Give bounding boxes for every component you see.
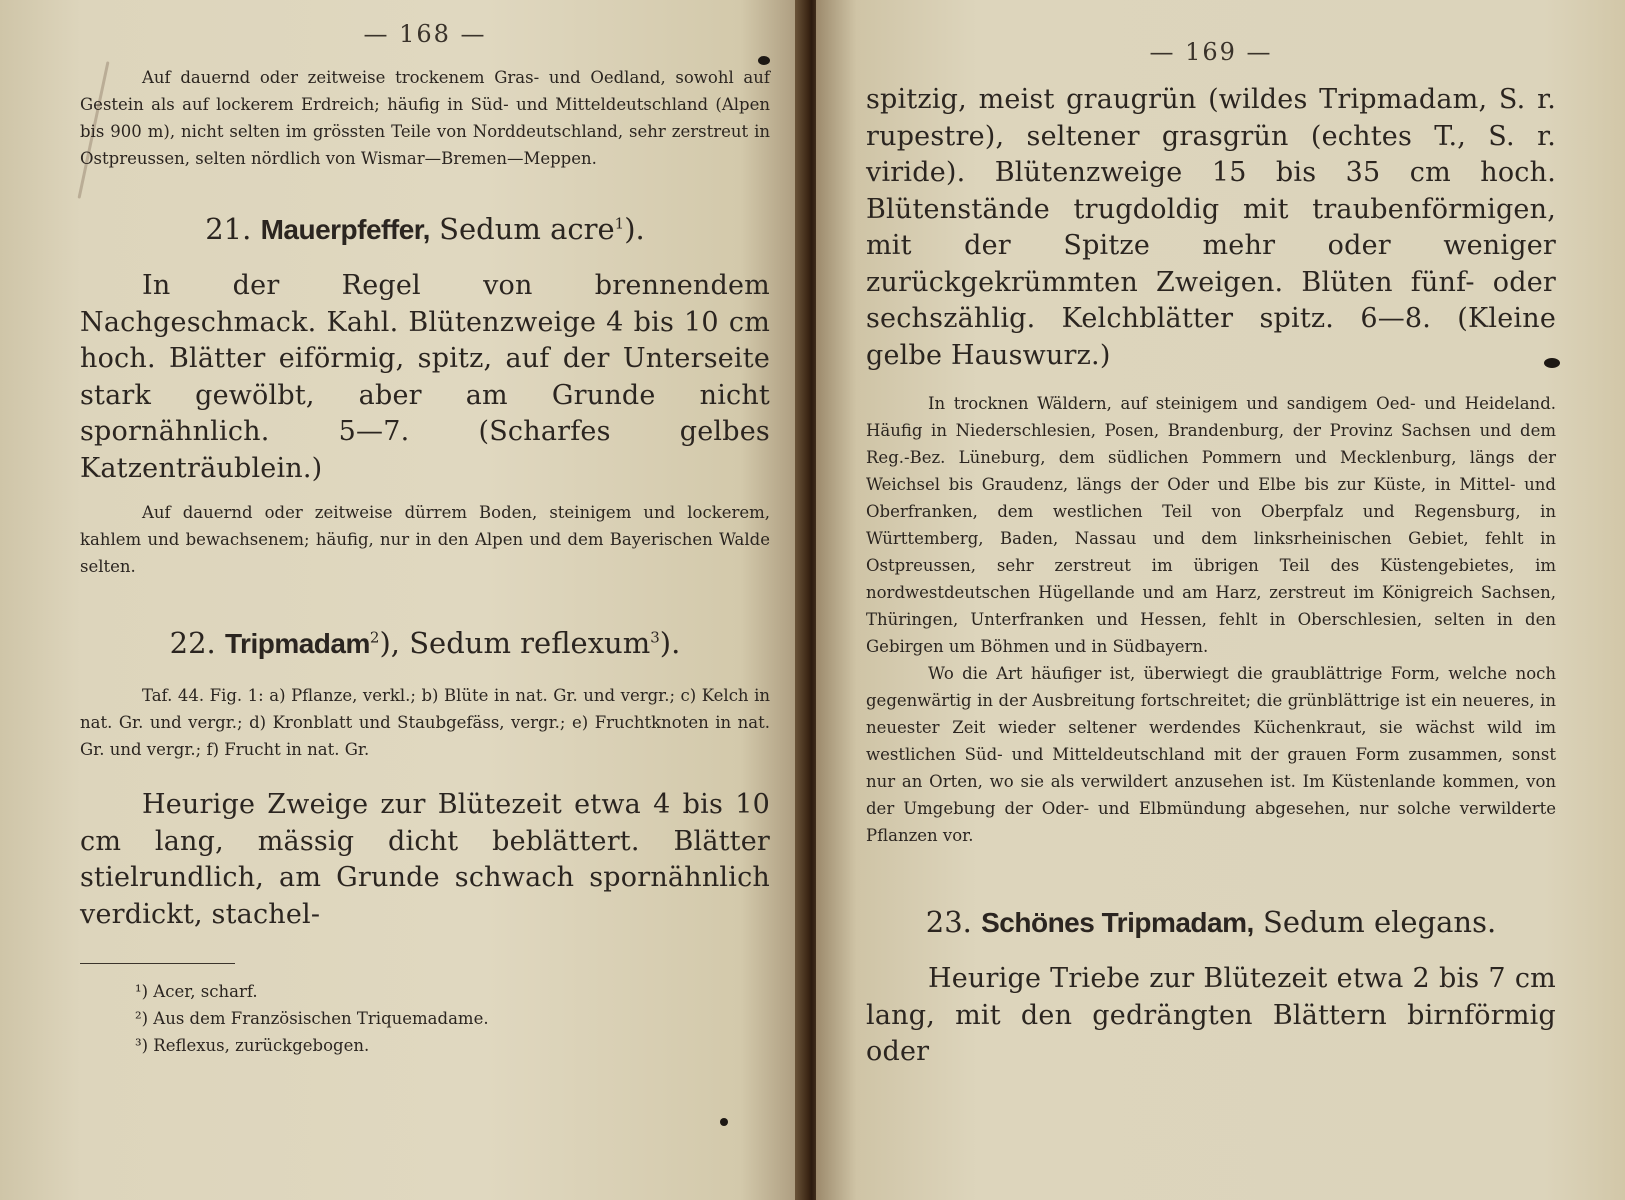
species-heading-21 bbox=[80, 212, 770, 246]
plate-text: Taf. 44. Fig. 1: a) Pflanze, verkl.; b) Blüte in nat. Gr. und vergr.; c) Kelch in nat. Gr. und vergr.; d) Kronblatt und Staubgefäss, vergr.; e) Fruchtknoten in nat. Gr. und vergr.; f) Frucht in nat. Gr. bbox=[80, 686, 770, 759]
habitat-paragraph bbox=[866, 390, 1556, 660]
species-number: 22. bbox=[169, 626, 216, 660]
species-heading-22 bbox=[80, 626, 770, 660]
footnote: ¹) Acer, scharf. bbox=[135, 982, 258, 1001]
species-heading-23 bbox=[866, 905, 1556, 939]
habitat-paragraph bbox=[80, 64, 770, 172]
ink-spot bbox=[720, 1118, 728, 1126]
plate-reference bbox=[80, 682, 770, 763]
species-number: 23. bbox=[925, 905, 972, 939]
species-latin: Sedum elegans. bbox=[1262, 905, 1497, 939]
right-page bbox=[816, 0, 1625, 1200]
footnote-ref: 1 bbox=[614, 214, 625, 233]
habitat-text: In trocknen Wäldern, auf steinigem und sandigem Oed- und Heideland. Häufig in Niederschlesien, Posen, Brandenburg, der Provinz Sachsen und dem Reg.-Bez. Lüneburg, dem südlichen Pommern und Mecklenburg, längs der Weichsel bis Graudenz, längs der Oder und Elbe bis zur Küste, in Mittel- und Oberfranken, dem westlichen Teil von Oberpfalz und Regensburg, in Württemberg, Baden, Nassau und dem linksrheinischen Gebiet, fehlt in Ostpreussen, sehr zerstreut im übrigen Teil des Küstengebietes, im nordwestdeutschen Hügellande und am Harz, zerstreut im Königreich Sachsen, Thüringen, Unterfranken und Hessen, fehlt in Oberschlesien, selten in den Gebirgen um Böhmen und in Südbayern. bbox=[866, 394, 1556, 656]
left-page bbox=[0, 0, 805, 1200]
footnote-rule bbox=[80, 963, 235, 964]
left-page-content bbox=[80, 20, 770, 1059]
description-text: Heurige Triebe zur Blütezeit etwa 2 bis 7 cm lang, mit den gedrängten Blättern birnförmig oder bbox=[866, 963, 1556, 1067]
species-description bbox=[80, 787, 770, 933]
form-note-paragraph bbox=[866, 660, 1556, 849]
page-number: — 168 — bbox=[363, 20, 487, 48]
species-description bbox=[80, 268, 770, 487]
description-text: In der Regel von brennendem Nachgeschmack. Kahl. Blütenzweige 4 bis 10 cm hoch. Blätter eiförmig, spitz, auf der Unterseite stark gewölbt, aber am Grunde nicht spornähnlich. 5—7. (Scharfes gelbes Katzenträublein.) bbox=[80, 270, 770, 484]
habitat-paragraph bbox=[80, 499, 770, 580]
form-note-text: Wo die Art häufiger ist, überwiegt die graublättrige Form, welche noch gegenwärtig in der Ausbreitung fortschreitet; die grünblättrige ist ein neueres, in neuester Zeit wieder seltener werdendes Küchenkraut, sie wächst wild im westlichen Süd- und Mitteldeutschland mit der grauen Form zusammen, sonst nur an Orten, wo sie als verwildert anzusehen ist. Im Küstenlande kommen, von der Umgebung der Oder- und Elbmündung abgesehen, nur solche verwilderte Pflanzen vor. bbox=[866, 664, 1556, 845]
species-description bbox=[866, 961, 1556, 1071]
species-name: Mauerpfeffer, bbox=[260, 214, 430, 245]
habitat-text: Auf dauernd oder zeitweise trockenem Gras- und Oedland, sowohl auf Gestein als auf lockerem Erdreich; häufig in Süd- und Mitteldeutschland (Alpen bis 900 m), nicht selten im grössten Teile von Norddeutschland, sehr zerstreut in Ostpreussen, selten nördlich von Wismar—Bremen—Meppen. bbox=[80, 68, 770, 168]
page-number: — 169 — bbox=[1149, 38, 1273, 66]
footnote: ²) Aus dem Französischen Triquemadame. bbox=[135, 1009, 489, 1028]
habitat-text: Auf dauernd oder zeitweise dürrem Boden, steinigem und lockerem, kahlem und bewachsenem; häufig, nur in den Alpen und dem Bayerischen Walde selten. bbox=[80, 503, 770, 576]
species-latin: ), Sedum reflexum bbox=[379, 626, 651, 660]
species-number: 21. bbox=[205, 212, 252, 246]
footnote-ref: 3 bbox=[650, 628, 660, 647]
heading-end: ). bbox=[624, 212, 645, 246]
species-name: Tripmadam bbox=[225, 628, 370, 659]
right-page-content bbox=[866, 38, 1556, 1071]
species-name: Schönes Tripmadam, bbox=[981, 907, 1254, 938]
continuation-paragraph: spitzig, meist graugrün (wildes Tripmadam, S. r. rupestre), seltener grasgrün (echtes T., S. r. viride). Blütenzweige 15 bis 35 cm hoch. Blütenstände trugdoldig mit traubenförmigen, mit der Spitze mehr oder weniger zurückgekrümmten Zweigen. Blüten fünf- oder sechszählig. Kelchblätter spitz. 6—8. (Kleine gelbe Hauswurz.) bbox=[866, 84, 1556, 371]
footnote: ³) Reflexus, zurückgebogen. bbox=[135, 1036, 370, 1055]
description-text: Heurige Zweige zur Blütezeit etwa 4 bis 10 cm lang, mässig dicht beblättert. Blätter stielrundlich, am Grunde schwach spornähnlich verdickt, stachel- bbox=[80, 789, 770, 930]
footnote-ref: 2 bbox=[369, 628, 380, 647]
species-latin: Sedum acre bbox=[439, 212, 615, 246]
heading-end: ). bbox=[659, 626, 681, 660]
